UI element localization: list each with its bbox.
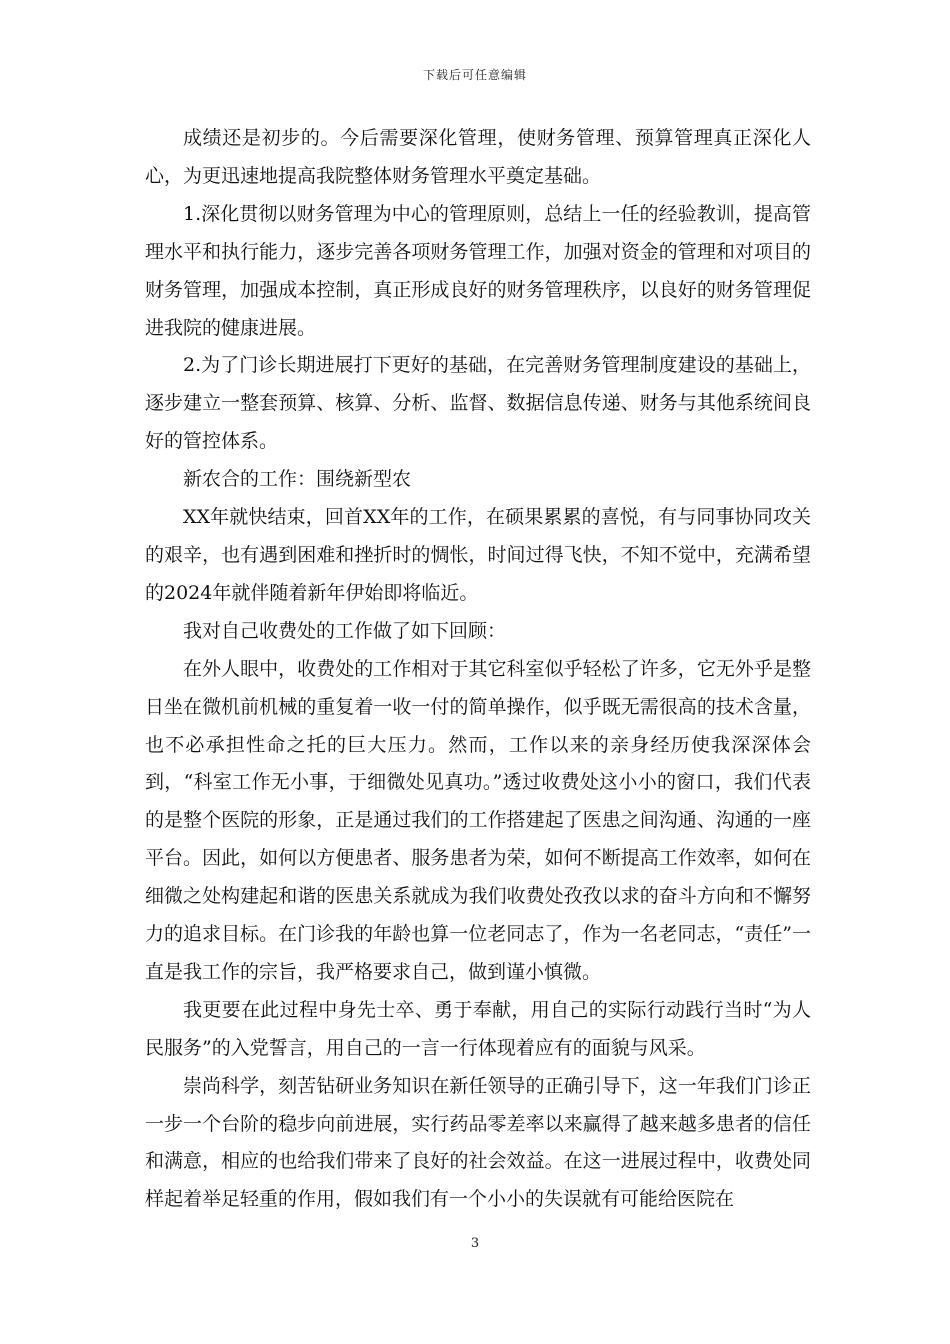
page-header: 下载后可任意编辑 — [422, 68, 527, 82]
paragraph: 成绩还是初步的。今后需要深化管理，使财务管理、预算管理真正深化人心，为更迅速地提高我院整体财务管理水平奠定基础。 — [145, 127, 811, 187]
section-heading: 新农合的工作：围绕新型农 — [183, 468, 412, 491]
paragraph: 2.为了门诊长期进展打下更好的基础，在完善财务管理制度建设的基础上，逐步建立一整套预算、核算、分析、监督、数据信息传递、财务与其他系统间良好的管控体系。 — [145, 354, 811, 453]
paragraph: 我更要在此过程中身先士卒、勇于奉献，用自己的实际行动践行当时“为人民服务”的入党誓言，用自己的一言一行体现着应有的面貌与风采。 — [145, 998, 811, 1059]
paragraph: 1.深化贯彻以财务管理为中心的管理原则，总结上一任的经验教训，提高管理水平和执行能力，逐步完善各项财务管理工作，加强对资金的管理和对项目的财务管理，加强成本控制，真正形成良好的财务管理秩序，以良好的财务管理促进我院的健康进展。 — [145, 202, 811, 339]
page-number: 3 — [470, 1236, 480, 1251]
paragraph: 在外人眼中，收费处的工作相对于其它科室似乎轻松了许多，它无外乎是整日坐在微机前机械的重复着一收一付的简单操作，似乎既无需很高的技术含量，也不必承担性命之托的巨大压力。然而，工作以来的亲身经历使我深深体会到，“科室工作无小事，于细微处见真功。”透过收费处这小小的窗口，我们代表的是整个医院的形象，正是通过我们的工作搭建起了医患之间沟通、沟通的一座平台。因此，如何以方便患者、服务患者为荣，如何不断提高工作效率，如何在细微之处构建起和谐的医患关系就成为我们收费处孜孜以求的奋斗方向和不懈努力的追求目标。在门诊我的年龄也算一位老同志了，作为一名老同志，“责任”一直是我工作的宗旨，我严格要求自己，做到谨小慎微。 — [145, 657, 811, 983]
paragraph: XX年就快结束，回首XX年的工作，在硕果累累的喜悦，有与同事协同攻关的艰辛，也有遇到困难和挫折时的惆怅，时间过得飞快，不知不觉中，充满希望的2024年就伴随着新年伊始即将临近。 — [145, 506, 811, 604]
paragraph: 崇尚科学，刻苦钻研业务知识在新任领导的正确引导下，这一年我们门诊正一步一个台阶的稳步向前进展，实行药品零差率以来赢得了越来越多患者的信任和满意，相应的也给我们带来了良好的社会效益。在这一进展过程中，收费处同样起着举足轻重的作用，假如我们有一个小小的失误就有可能给医院在 — [145, 1074, 811, 1211]
paragraph: 我对自己收费处的工作做了如下回顾： — [183, 619, 507, 642]
document-body — [145, 120, 811, 1219]
